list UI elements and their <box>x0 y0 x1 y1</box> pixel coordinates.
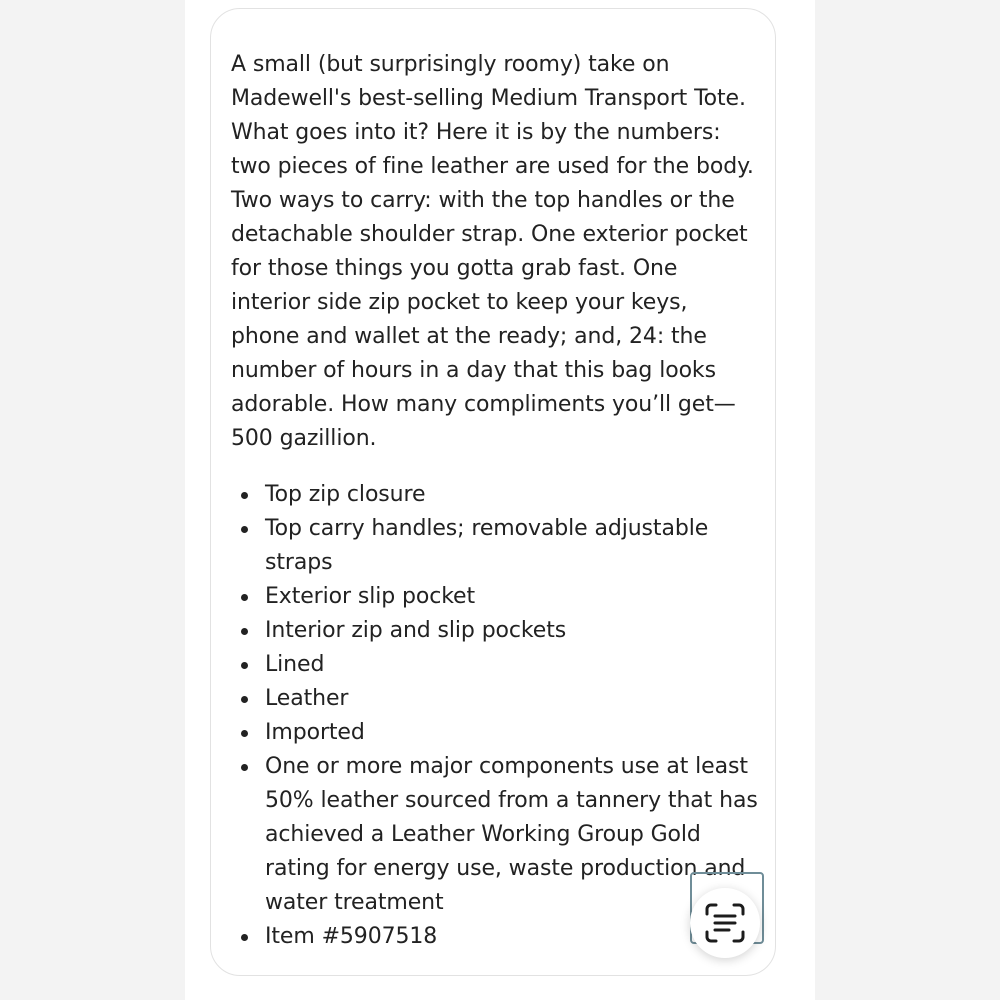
feature-item: Lined <box>231 648 761 682</box>
feature-item: One or more major components use at least 50% leather sourced from a tannery that has achieved a Leather Working Group Gold rating for energy use, waste production and water treatment <box>231 750 761 920</box>
text-scan-button[interactable] <box>690 888 760 958</box>
product-description: A small (but surprisingly roomy) take on Madewell's best-selling Medium Transport Tote. What goes into it? Here it is by the numbers: two pieces of fine leather are used for the body. Two ways to carry: with the top handles or the detachable shoulder strap. One exterior pocket for those things you gotta grab fast. One interior side zip pocket to keep your keys, phone and wallet at the ready; and, 24: the number of hours in a day that this bag looks adorable. How many compliments you’ll get—500 gazillion. <box>231 52 754 451</box>
feature-item: Leather <box>231 682 761 716</box>
text-scan-icon <box>703 901 747 945</box>
feature-item: Top carry handles; removable adjustable straps <box>231 512 761 580</box>
feature-item: Exterior slip pocket <box>231 580 761 614</box>
feature-item: Interior zip and slip pockets <box>231 614 761 648</box>
feature-item: Item #5907518 <box>231 920 761 954</box>
feature-list <box>231 478 761 954</box>
feature-item: Imported <box>231 716 761 750</box>
feature-item: Top zip closure <box>231 478 761 512</box>
product-details-content <box>231 48 761 954</box>
